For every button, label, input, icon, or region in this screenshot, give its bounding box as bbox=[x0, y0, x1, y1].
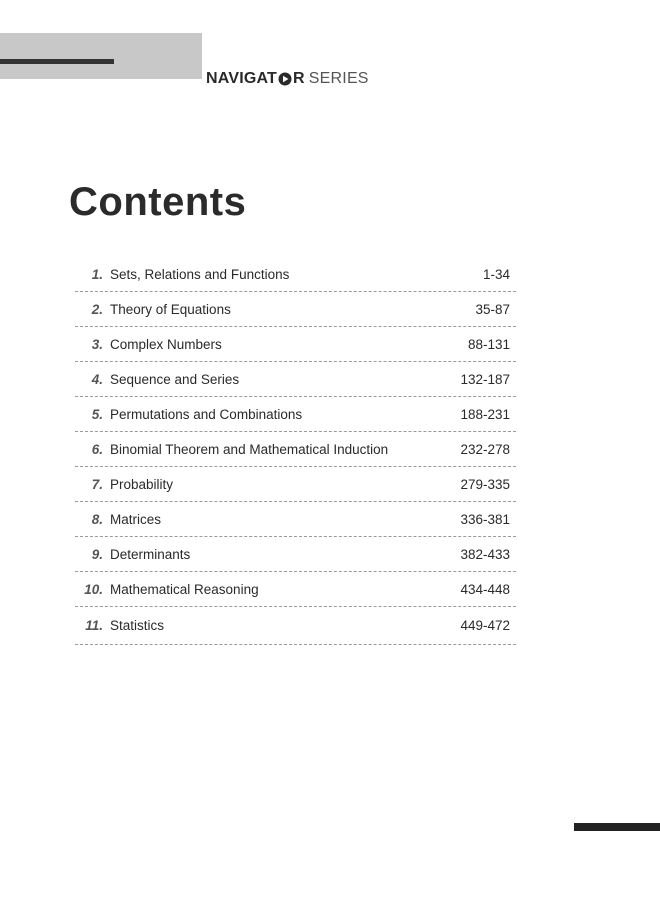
toc-chapter-title: Permutations and Combinations bbox=[110, 406, 303, 422]
toc-chapter-title: Binomial Theorem and Mathematical Induction bbox=[110, 441, 389, 457]
toc-row[interactable] bbox=[75, 537, 516, 572]
toc-page-range: 188-231 bbox=[460, 406, 510, 422]
toc-chapter-number: 10. bbox=[84, 581, 103, 597]
toc-chapter-title: Sequence and Series bbox=[110, 371, 240, 387]
toc-chapter-number: 1. bbox=[91, 266, 103, 282]
toc-chapter-number: 7. bbox=[91, 476, 103, 492]
toc-page-range: 279-335 bbox=[460, 476, 510, 492]
toc-chapter-number: 4. bbox=[91, 371, 103, 387]
toc-chapter-title: Theory of Equations bbox=[110, 301, 231, 317]
footer-bar bbox=[574, 823, 660, 831]
toc-chapter-title: Complex Numbers bbox=[110, 336, 222, 352]
toc-row[interactable] bbox=[75, 257, 516, 292]
toc-row[interactable] bbox=[75, 432, 516, 467]
toc-page-range: 88-131 bbox=[467, 336, 510, 352]
toc-page-range: 382-433 bbox=[460, 546, 510, 562]
header-rule bbox=[0, 59, 114, 64]
toc-chapter-number: 3. bbox=[91, 336, 103, 352]
header-band bbox=[0, 33, 202, 79]
table-of-contents bbox=[75, 257, 516, 645]
toc-chapter-number: 9. bbox=[91, 546, 103, 562]
toc-page-range: 132-187 bbox=[460, 371, 510, 387]
series-logo bbox=[206, 70, 369, 88]
brand-name-post: R bbox=[293, 70, 305, 87]
toc-chapter-title: Matrices bbox=[110, 511, 162, 527]
toc-row[interactable] bbox=[75, 362, 516, 397]
toc-row[interactable] bbox=[75, 502, 516, 537]
toc-row[interactable] bbox=[75, 397, 516, 432]
brand-name-pre: NAVIGAT bbox=[206, 70, 278, 87]
toc-page-range: 1-34 bbox=[482, 266, 510, 282]
toc-chapter-title: Statistics bbox=[110, 618, 165, 633]
brand-name bbox=[206, 70, 305, 88]
toc-row[interactable] bbox=[75, 467, 516, 502]
toc-chapter-number: 6. bbox=[91, 441, 103, 457]
toc-row[interactable] bbox=[75, 292, 516, 327]
series-label: SERIES bbox=[308, 70, 369, 87]
toc-chapter-number: 2. bbox=[91, 301, 103, 317]
toc-chapter-title: Probability bbox=[110, 476, 174, 492]
toc-chapter-number: 11. bbox=[85, 618, 103, 633]
page-title: Contents bbox=[69, 180, 247, 224]
toc-chapter-title: Mathematical Reasoning bbox=[110, 581, 259, 597]
toc-chapter-title: Sets, Relations and Functions bbox=[110, 266, 290, 282]
toc-page-range: 35-87 bbox=[475, 301, 510, 317]
toc-chapter-number: 5. bbox=[91, 406, 103, 422]
toc-page-range: 434-448 bbox=[460, 581, 510, 597]
play-circle-icon bbox=[278, 72, 292, 86]
toc-chapter-number: 8. bbox=[91, 511, 103, 527]
toc-page-range: 232-278 bbox=[460, 441, 510, 457]
toc-page-range: 449-472 bbox=[460, 618, 510, 633]
toc-page-range: 336-381 bbox=[460, 511, 510, 527]
toc-row[interactable] bbox=[75, 327, 516, 362]
toc-row[interactable] bbox=[75, 572, 516, 607]
toc-chapter-title: Determinants bbox=[110, 546, 191, 562]
toc-row[interactable] bbox=[75, 607, 516, 645]
